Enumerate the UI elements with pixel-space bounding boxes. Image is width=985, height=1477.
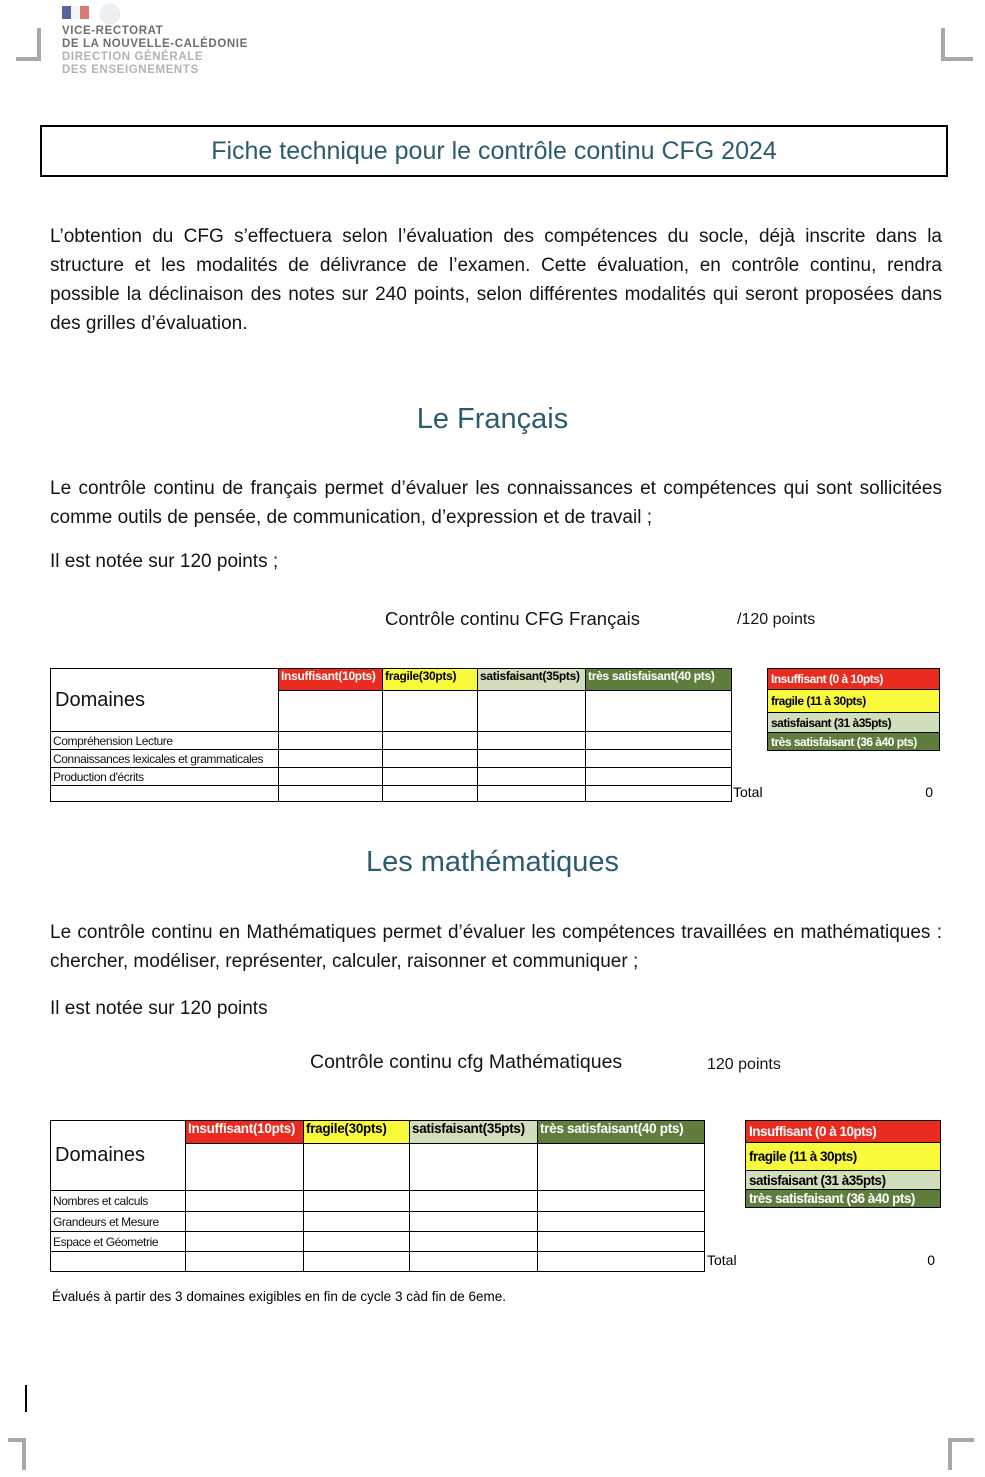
level-header-satisfaisant: satisfaisant(35pts)	[410, 1121, 538, 1144]
total-value: 0	[927, 1252, 935, 1268]
score-cell	[586, 732, 732, 750]
legend-row-fragile: fragile (11 à 30pts)	[745, 1142, 941, 1171]
org-name-line4: DES ENSEIGNEMENTS	[62, 64, 199, 76]
level-header-fragile: fragile(30pts)	[304, 1121, 410, 1144]
score-cell	[478, 768, 586, 786]
legend-row-fragile: fragile (11 à 30pts)	[767, 689, 940, 713]
level-header-satisfaisant: satisfaisant(35pts)	[478, 669, 586, 691]
table-empty-row	[51, 1252, 705, 1272]
math-score-table	[50, 1120, 705, 1272]
org-name-line2: DE LA NOUVELLE-CALÉDONIE	[62, 38, 248, 50]
math-table-caption: Contrôle continu cfg Mathématiques	[310, 1051, 623, 1073]
domain-label: Connaissances lexicales et grammaticales	[51, 750, 279, 768]
legend-row-satisfaisant: satisfaisant (31 à35pts)	[745, 1170, 941, 1190]
legend-row-satisfaisant: satisfaisant (31 à35pts)	[767, 712, 940, 733]
score-cell	[383, 768, 478, 786]
score-cell	[478, 786, 586, 802]
math-section-heading: Les mathématiques	[365, 846, 620, 878]
french-domains-header: Domaines	[51, 669, 279, 732]
total-value: 0	[925, 784, 933, 800]
french-score-table	[50, 668, 732, 802]
text-cursor-mark	[25, 1385, 27, 1412]
domain-label: Nombres et calculs	[51, 1191, 186, 1212]
document-title-box	[40, 125, 948, 177]
french-score-legend	[767, 668, 940, 751]
table-row	[51, 732, 732, 750]
score-cell	[410, 1232, 538, 1252]
score-cell	[51, 786, 279, 802]
score-cell	[586, 691, 732, 732]
intro-paragraph: L’obtention du CFG s’effectuera selon l’évaluation des compétences du socle, déjà inscrite dans la structure et les modalités de délivrance de l’examen. Cette évaluation, en contrôle continu, rendra possible la déclinaison des notes sur 240 points, selon différentes modalités qui seront proposées dans des grilles d’évaluation.	[50, 226, 942, 334]
math-table-points: 120 points	[707, 1056, 781, 1073]
score-cell	[538, 1232, 705, 1252]
score-cell	[304, 1212, 410, 1232]
score-cell	[478, 750, 586, 768]
legend-row-insuffisant: Insuffisant (0 à 10pts)	[767, 668, 940, 690]
score-cell	[586, 786, 732, 802]
domain-label: Espace et Géometrie	[51, 1232, 186, 1252]
score-cell	[383, 732, 478, 750]
score-cell	[51, 1252, 186, 1272]
score-cell	[383, 786, 478, 802]
score-cell	[279, 768, 383, 786]
score-cell	[410, 1212, 538, 1232]
score-cell	[304, 1191, 410, 1212]
score-cell	[279, 691, 383, 732]
crop-mark-top-left	[16, 28, 41, 61]
score-cell	[186, 1212, 304, 1232]
math-description: Le contrôle continu en Mathématiques permet d’évaluer les compétences travaillées en mathématiques : chercher, modéliser, représenter, calculer, raisonner et communiquer ;	[50, 922, 942, 972]
crop-mark-bottom-right	[948, 1438, 974, 1470]
score-cell	[279, 750, 383, 768]
score-cell	[410, 1191, 538, 1212]
score-cell	[538, 1212, 705, 1232]
score-cell	[186, 1191, 304, 1212]
emblem-icon	[100, 4, 120, 24]
french-table-points: /120 points	[737, 611, 816, 628]
legend-row-insuffisant: Insuffisant (0 à 10pts)	[745, 1120, 941, 1143]
total-label: Total	[707, 1252, 737, 1268]
domain-label: Grandeurs et Mesure	[51, 1212, 186, 1232]
score-cell	[478, 732, 586, 750]
score-cell	[383, 750, 478, 768]
math-domains-header: Domaines	[51, 1121, 186, 1191]
score-cell	[186, 1252, 304, 1272]
table-row	[51, 1212, 705, 1232]
org-name-line1: VICE-RECTORAT	[62, 25, 164, 37]
score-cell	[538, 1252, 705, 1272]
score-cell	[410, 1144, 538, 1191]
score-cell	[304, 1144, 410, 1191]
level-header-insuffisant: Insuffisant(10pts)	[186, 1121, 304, 1144]
table-row	[51, 1191, 705, 1212]
table-header-row	[51, 669, 732, 691]
legend-row-tres-satisfaisant: très satisfaisant (36 à40 pts)	[745, 1189, 941, 1208]
score-cell	[586, 768, 732, 786]
score-cell	[279, 732, 383, 750]
level-header-tres-satisfaisant: très satisfaisant(40 pts)	[538, 1121, 705, 1144]
french-points-note: Il est notée sur 120 points ;	[50, 551, 279, 572]
org-name-line3: DIRECTION GÉNÉRALE	[62, 51, 204, 63]
level-header-fragile: fragile(30pts)	[383, 669, 478, 691]
ministry-logo	[62, 6, 248, 77]
domain-label: Compréhension Lecture	[51, 732, 279, 750]
score-cell	[279, 786, 383, 802]
score-cell	[410, 1252, 538, 1272]
french-table-caption: Contrôle continu CFG Français	[385, 608, 640, 629]
level-header-insuffisant: Insuffisant(10pts)	[279, 669, 383, 691]
level-header-tres-satisfaisant: très satisfaisant(40 pts)	[586, 669, 732, 691]
score-cell	[478, 691, 586, 732]
score-cell	[538, 1144, 705, 1191]
table-empty-row	[51, 786, 732, 802]
score-cell	[304, 1252, 410, 1272]
math-total-row	[707, 1252, 935, 1268]
domain-label: Production d'écrits	[51, 768, 279, 786]
legend-row-tres-satisfaisant: très satisfaisant (36 à40 pts)	[767, 732, 940, 751]
french-description: Le contrôle continu de français permet d’évaluer les connaissances et compétences qui sont sollicitées comme outils de pensée, de communication, d’expression et de travail ;	[50, 478, 942, 528]
crop-mark-bottom-left	[8, 1438, 26, 1470]
footnote: Évalués à partir des 3 domaines exigibles en fin de cycle 3 càd fin de 6eme.	[52, 1289, 507, 1304]
table-header-row	[51, 1121, 705, 1144]
score-cell	[186, 1144, 304, 1191]
document-title: Fiche technique pour le contrôle continu CFG 2024	[211, 136, 777, 165]
total-label: Total	[733, 784, 763, 800]
french-total-row	[733, 784, 933, 800]
math-points-note: Il est notée sur 120 points	[50, 998, 268, 1019]
table-row	[51, 768, 732, 786]
score-cell	[538, 1191, 705, 1212]
french-flag-icon	[62, 6, 89, 19]
table-row	[51, 1232, 705, 1252]
score-cell	[186, 1232, 304, 1252]
crop-mark-top-right	[941, 28, 973, 61]
score-cell	[586, 750, 732, 768]
score-cell	[304, 1232, 410, 1252]
table-row	[51, 750, 732, 768]
french-section-heading: Le Français	[416, 403, 569, 435]
math-score-legend	[745, 1120, 941, 1208]
score-cell	[383, 691, 478, 732]
